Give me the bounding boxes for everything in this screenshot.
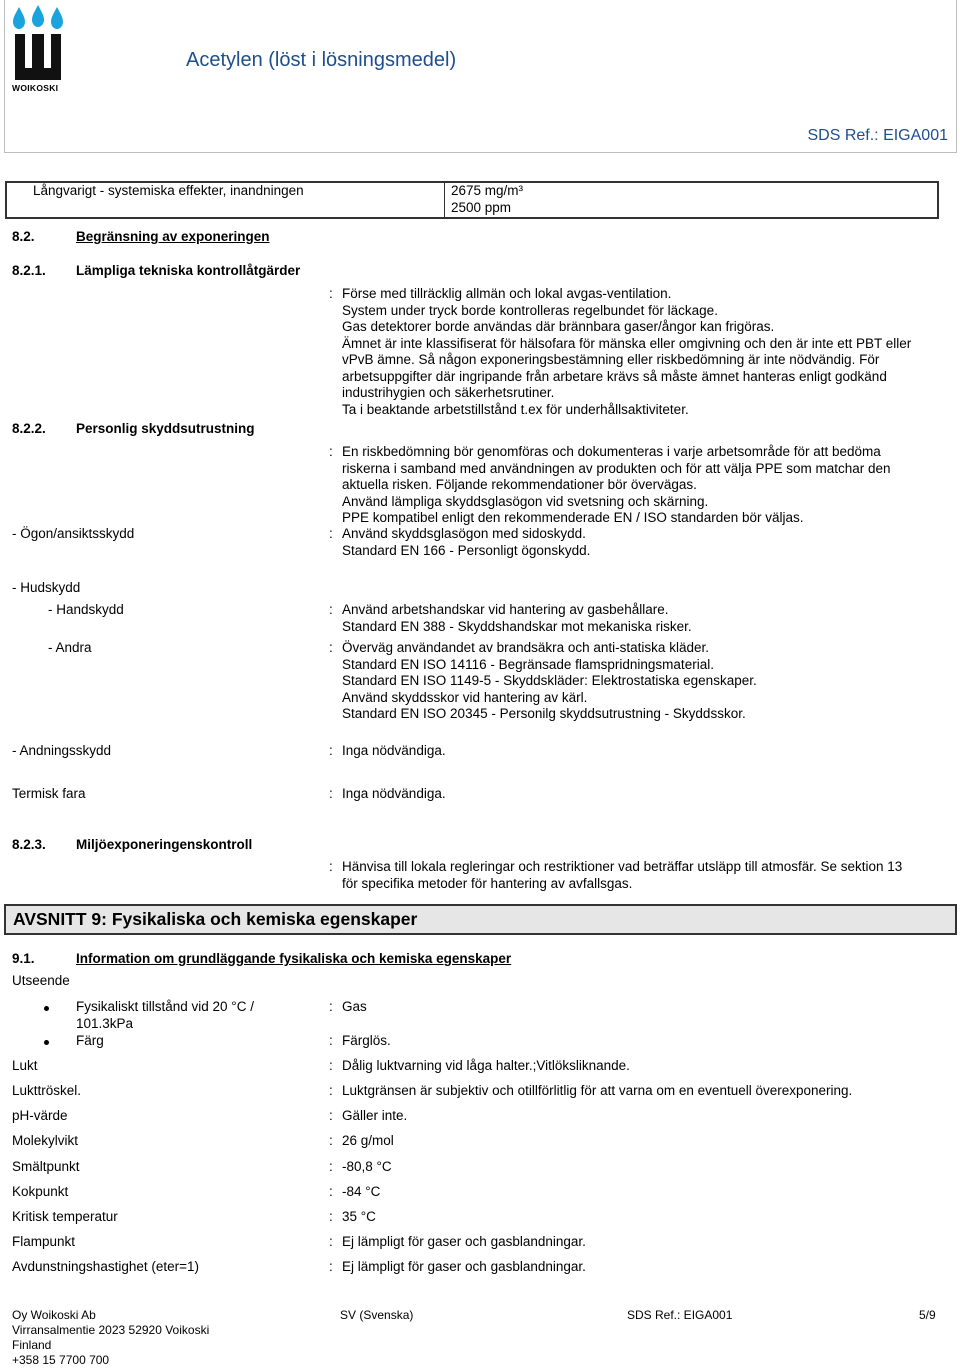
property-value: Gäller inte. (342, 1108, 408, 1123)
section-9-title: AVSNITT 9: Fysikaliska och kemiska egenskaper (13, 909, 418, 929)
footer-page-number: 5/9 (919, 1308, 936, 1322)
property-label: Lukt (12, 1058, 38, 1073)
document-title: Acetylen (löst i lösningsmedel) (186, 49, 457, 71)
footer-language: SV (Svenska) (340, 1308, 414, 1322)
footer-address: Virransalmentie 2023 52920 Voikoski (12, 1323, 210, 1337)
section-8-2-2-title: Personlig skyddsutrustning (76, 421, 255, 436)
hand-protection-label: - Handskydd (48, 602, 124, 617)
section-9-header (4, 904, 957, 935)
colon: : (329, 1184, 333, 1199)
colon: : (329, 786, 333, 801)
section-8-2-3-title: Miljöexponeringenskontroll (76, 837, 253, 852)
section-8-2-1-number: 8.2.1. (12, 263, 46, 278)
colon: : (329, 1108, 333, 1123)
colon: : (329, 444, 333, 459)
property-label: Kritisk temperatur (12, 1209, 118, 1224)
limit-label: Långvarigt - systemiska effekter, inandningen (33, 183, 304, 198)
ppe-text: En riskbedömning bör genomföras och dokumenteras i varje arbetsområde för att bedöma riskerna i samband med användningen av produkten och för att välja PPE som matchar den aktuella risken. Följande rekommendationer bör övervägas. Använd lämpliga skyddsglasögon vid svetsning och skärning. PPE kompatibel enligt den rekommenderade EN / ISO standarden bör väljas. (342, 444, 891, 525)
limit-value-ppm: 2500 ppm (451, 200, 512, 215)
colon: : (329, 1033, 333, 1048)
section-8-2-1-title: Lämpliga tekniska kontrollåtgärder (76, 263, 301, 278)
footer-sds-ref: SDS Ref.: EIGA001 (627, 1308, 733, 1322)
skin-protection-label: - Hudskydd (12, 580, 81, 595)
property-label: pH-värde (12, 1108, 68, 1123)
section-8-2-number: 8.2. (12, 229, 35, 244)
hand-protection-text: Använd arbetshandskar vid hantering av gasbehållare. Standard EN 388 - Skyddshandskar mot mekaniska risker. (342, 602, 692, 634)
colon: : (329, 1159, 333, 1174)
property-label: Kokpunkt (12, 1184, 69, 1199)
environmental-controls-text: Hänvisa till lokala regleringar och restriktioner vad beträffar utsläpp till atmosfär. Se sektion 13 för specifika metoder för hantering av avfallsgas. (342, 859, 903, 891)
colon: : (329, 1209, 333, 1224)
property-value: -84 °C (342, 1184, 381, 1199)
limit-value-mg: 2675 mg/m³ (451, 183, 524, 198)
respiratory-protection-label: - Andningsskydd (12, 743, 112, 758)
property-label: Avdunstningshastighet (eter=1) (12, 1259, 199, 1274)
section-8-2-2-number: 8.2.2. (12, 421, 46, 436)
colon: : (329, 1083, 333, 1098)
logo-text: WOIKOSKI (12, 83, 59, 93)
colon: : (329, 526, 333, 541)
appearance-label: Utseende (12, 973, 70, 988)
property-label: Molekylvikt (12, 1133, 79, 1148)
colon: : (329, 640, 333, 655)
table-divider (444, 183, 445, 217)
property-label: Flampunkt (12, 1234, 76, 1249)
colon: : (329, 286, 333, 301)
thermal-hazard-value: Inga nödvändiga. (342, 786, 446, 801)
section-8-2-3-number: 8.2.3. (12, 837, 46, 852)
property-label: Lukttröskel. (12, 1083, 82, 1098)
eye-protection-text: Använd skyddsglasögon med sidoskydd. Standard EN 166 - Personligt ögonskydd. (342, 526, 591, 558)
woikoski-logo-icon (12, 4, 64, 92)
footer-company-info (12, 1308, 209, 1368)
footer-company: Oy Woikoski Ab (12, 1308, 96, 1322)
physical-state-label: Fysikaliskt tillstånd vid 20 °C / 101.3kPa (76, 999, 254, 1031)
property-value: Ej lämpligt för gaser och gasblandningar. (342, 1234, 586, 1249)
property-label: Smältpunkt (12, 1159, 80, 1174)
colon: : (329, 859, 333, 874)
physical-state-value: Gas (342, 999, 367, 1014)
property-value: -80,8 °C (342, 1159, 392, 1174)
color-value: Färglös. (342, 1033, 391, 1048)
section-9-1-number: 9.1. (12, 951, 35, 966)
property-value: Luktgränsen är subjektiv och otillförlitlig för att varna om en eventuell överexponering. (342, 1083, 853, 1098)
colon: : (329, 1133, 333, 1148)
colon: : (329, 743, 333, 758)
colon: : (329, 1234, 333, 1249)
other-protection-text: Överväg användandet av brandsäkra och anti-statiska kläder. Standard EN ISO 14116 - Begränsade flamspridningsmaterial. Standard EN ISO 1149-5 - Skyddskläder: Elektrostatiska egenskaper. Använd skyddsskor vid hantering av kärl. Standard EN ISO 20345 - Personilg skyddsutrustning - Skyddsskor. (342, 640, 757, 721)
colon: : (329, 602, 333, 617)
bullet-icon (44, 1006, 49, 1011)
thermal-hazard-label: Termisk fara (12, 786, 86, 801)
respiratory-protection-value: Inga nödvändiga. (342, 743, 446, 758)
section-8-2-title: Begränsning av exponeringen (76, 229, 270, 244)
colon: : (329, 1058, 333, 1073)
engineering-controls-text: Förse med tillräcklig allmän och lokal avgas-ventilation. System under tryck borde kontrolleras regelbundet för läckage. Gas detektorer borde användas där brännbara gaser/ångor kan frigöras. Ämnet är inte klassifiserat för hälsofara för mänska eller omgivning och den är inte ett PBT eller vPvB ämne. Så någon exponeringsbestämning eller riskbedömning är inte nödvändig. För arbetsuppgifter där ingripande från arbetare krävs så måste ämnet hanteras enligt godkänd industrihygien och säkerhetsrutiner. Ta i beaktande arbetstillstånd t.ex för underhållsaktiviteter. (342, 286, 912, 417)
footer-phone: +358 15 7700 700 (12, 1353, 110, 1367)
colon: : (329, 1259, 333, 1274)
section-9-1-title: Information om grundläggande fysikaliska och kemiska egenskaper (76, 951, 512, 966)
other-protection-label: - Andra (48, 640, 92, 655)
bullet-icon (44, 1040, 49, 1045)
eye-protection-label: - Ögon/ansiktsskydd (12, 526, 135, 541)
sds-reference: SDS Ref.: EIGA001 (807, 127, 948, 144)
property-value: Ej lämpligt för gaser och gasblandningar. (342, 1259, 586, 1274)
color-label: Färg (76, 1033, 104, 1048)
property-value: 35 °C (342, 1209, 376, 1224)
footer-country: Finland (12, 1338, 52, 1352)
property-value: Dålig luktvarning vid låga halter.;Vitlöksliknande. (342, 1058, 630, 1073)
property-value: 26 g/mol (342, 1133, 394, 1148)
colon: : (329, 999, 333, 1014)
